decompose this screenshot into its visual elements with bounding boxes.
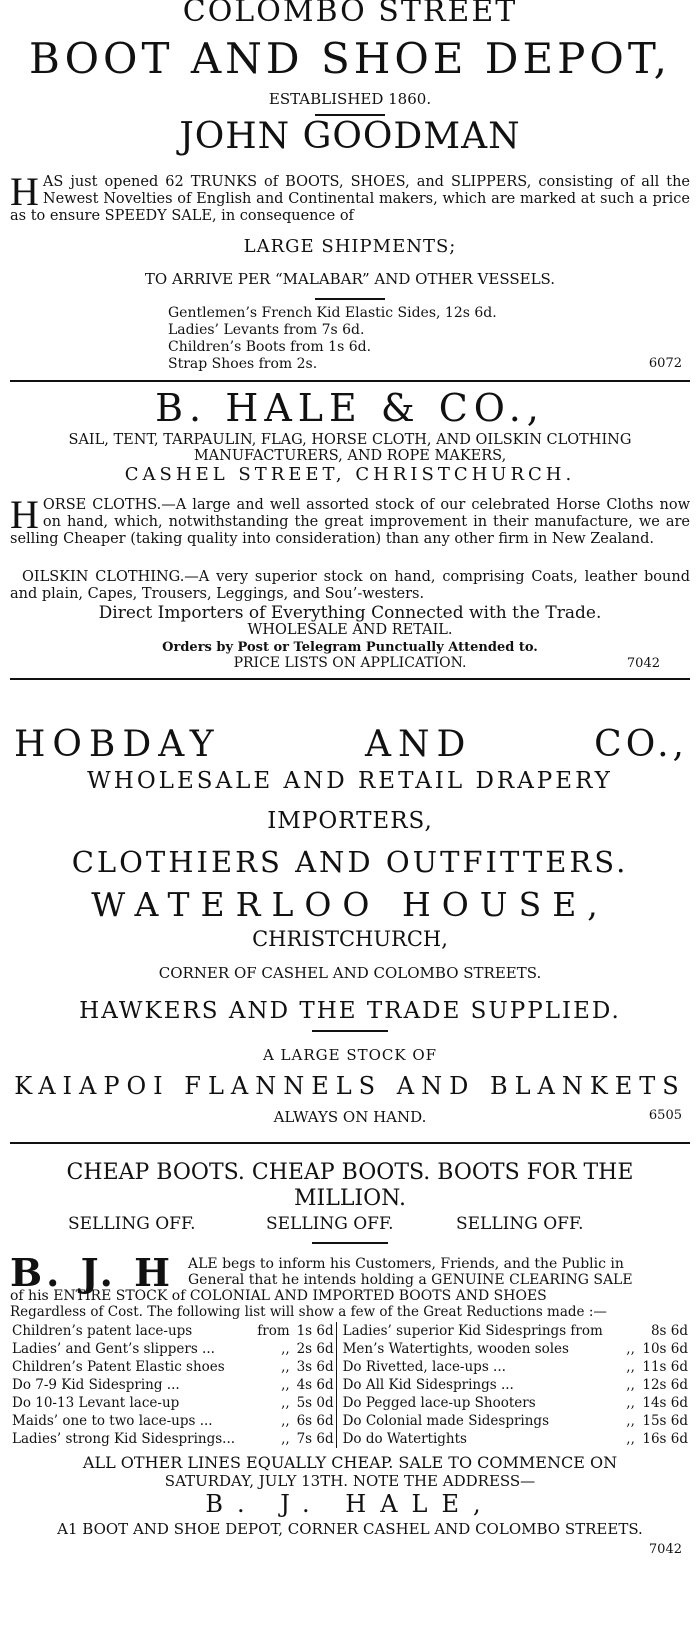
ad4-intro-1: ALE begs to inform his Customers, Friends, and the Public in bbox=[188, 1256, 624, 1272]
ad4-price-list bbox=[10, 1322, 690, 1448]
right-item-name: Do Colonial made Sidesprings bbox=[336, 1412, 623, 1430]
ad3-title bbox=[10, 724, 690, 764]
left-item-name: Children’s Patent Elastic shoes bbox=[12, 1359, 225, 1375]
ad3-line8: A LARGE STOCK OF bbox=[262, 1046, 438, 1064]
ad4-footer1: ALL OTHER LINES EQUALLY CHEAP. SALE TO COMMENCE ON bbox=[82, 1453, 618, 1472]
ad3-title-and: AND bbox=[365, 724, 473, 765]
ad4-footer2: SATURDAY, JULY 13TH. NOTE THE ADDRESS— bbox=[164, 1472, 536, 1490]
right-item-name: Do Rivetted, lace-ups ... bbox=[336, 1358, 623, 1376]
right-item-price: 12s 6d bbox=[642, 1377, 688, 1393]
right-item-qualifier: ,, bbox=[626, 1431, 635, 1447]
ad1-name: JOHN GOODMAN bbox=[179, 116, 521, 157]
ad2-title: B. HALE & CO., bbox=[155, 386, 545, 430]
ad2-wholesale: WHOLESALE AND RETAIL. bbox=[247, 622, 453, 638]
right-item-name: Do do Watertights bbox=[336, 1430, 623, 1448]
ad1-body: H AS just opened 62 TRUNKS of BOOTS, SHOES, and SLIPPERS, consisting of all the Newest Novelties of English and Continental makers, which are marked at such a price as to ensure SPEEDY SALE, in consequence of bbox=[10, 169, 690, 224]
right-item-name: Men’s Watertights, wooden soles bbox=[336, 1340, 623, 1358]
right-item-name: Do All Kid Sidesprings ... bbox=[336, 1376, 623, 1394]
ad1-shipments: LARGE SHIPMENTS; bbox=[243, 236, 457, 257]
ad2-line2: MANUFACTURERS, AND ROPE MAKERS, bbox=[193, 448, 507, 464]
table-row bbox=[10, 1430, 690, 1448]
newspaper-page bbox=[10, 0, 690, 1648]
table-row bbox=[10, 1412, 690, 1430]
ad4-headline2: MILLION. bbox=[294, 1186, 406, 1211]
ad2-line1: SAIL, TENT, TARPAULIN, FLAG, HORSE CLOTH, AND OILSKIN CLOTHING bbox=[68, 432, 632, 448]
right-item-price: 15s 6d bbox=[642, 1413, 688, 1429]
ad4-divider bbox=[312, 1242, 388, 1244]
ad3-line5: CHRISTCHURCH, bbox=[252, 927, 448, 951]
ad2-price-lists: PRICE LISTS ON APPLICATION. bbox=[233, 655, 467, 671]
left-item-price: 1s 6d bbox=[296, 1323, 334, 1339]
ad4-selling-1: SELLING OFF. bbox=[68, 1214, 196, 1234]
table-row bbox=[10, 1322, 690, 1340]
left-item-price: 6s 6d bbox=[296, 1413, 334, 1429]
right-item-name: Do Pegged lace-up Shooters bbox=[336, 1394, 623, 1412]
ad4-headline1: CHEAP BOOTS. CHEAP BOOTS. BOOTS FOR THE bbox=[66, 1160, 634, 1185]
list-item: Children’s Boots from 1s 6d. bbox=[168, 339, 372, 355]
left-item-name: Children’s patent lace-ups bbox=[12, 1323, 193, 1339]
left-item-name: Do 7-9 Kid Sidespring ... bbox=[12, 1377, 180, 1393]
ad1-established: ESTABLISHED 1860. bbox=[268, 90, 432, 108]
ad4-selling-2: SELLING OFF. bbox=[266, 1214, 394, 1234]
right-item-qualifier: ,, bbox=[626, 1413, 635, 1429]
ad1-item-list bbox=[168, 305, 568, 373]
ad3-line6: CORNER OF CASHEL AND COLOMBO STREETS. bbox=[158, 964, 542, 982]
table-row bbox=[10, 1376, 690, 1394]
right-item-name: Ladies’ superior Kid Sidesprings from bbox=[336, 1322, 623, 1340]
ad2-orders: Orders by Post or Telegram Punctually Attended to. bbox=[162, 640, 538, 655]
ad4-intro-4: Regardless of Cost. The following list will show a few of the Great Reductions made :— bbox=[10, 1304, 607, 1320]
ad3-line7: HAWKERS AND THE TRADE SUPPLIED. bbox=[79, 998, 621, 1024]
ad3-key: 6505 bbox=[648, 1108, 682, 1123]
ad4-intro-3: of his ENTIRE STOCK of COLONIAL AND IMPORTED BOOTS AND SHOES bbox=[10, 1288, 547, 1304]
ad3-title-co: CO., bbox=[594, 724, 688, 765]
ad1-header: COLOMBO STREET bbox=[182, 0, 518, 29]
ad3-line4: WATERLOO HOUSE, bbox=[91, 885, 609, 924]
ad3-line1: WHOLESALE AND RETAIL DRAPERY bbox=[87, 768, 613, 794]
table-row bbox=[10, 1358, 690, 1376]
left-item-price: 3s 6d bbox=[296, 1359, 334, 1375]
rule-2 bbox=[10, 678, 690, 680]
left-item-qualifier: ,, bbox=[281, 1377, 290, 1393]
left-item-qualifier: ,, bbox=[281, 1341, 290, 1357]
ad4-intro-2: General that he intends holding a GENUINE CLEARING SALE bbox=[188, 1272, 633, 1288]
left-item-price: 4s 6d bbox=[296, 1377, 334, 1393]
list-item: Strap Shoes from 2s. bbox=[168, 356, 318, 372]
table-row bbox=[10, 1340, 690, 1358]
ad3-line3: CLOTHIERS AND OUTFITTERS. bbox=[71, 845, 629, 879]
right-item-price: 14s 6d bbox=[642, 1395, 688, 1411]
right-item-qualifier: ,, bbox=[626, 1377, 635, 1393]
table-row bbox=[10, 1394, 690, 1412]
left-item-qualifier: ,, bbox=[281, 1359, 290, 1375]
left-item-qualifier: ,, bbox=[281, 1413, 290, 1429]
ad3-title-hobday: HOBDAY bbox=[14, 724, 221, 765]
rule-1 bbox=[10, 380, 690, 382]
right-item-qualifier bbox=[623, 1322, 636, 1340]
ad1-arrive: TO ARRIVE PER “MALABAR” AND OTHER VESSELS. bbox=[144, 270, 556, 288]
rule-3 bbox=[10, 1142, 690, 1144]
left-item-name: Do 10-13 Levant lace-up bbox=[12, 1395, 180, 1411]
ad2-line3: CASHEL STREET, CHRISTCHURCH. bbox=[124, 464, 576, 485]
ad4-selling-3: SELLING OFF. bbox=[456, 1214, 584, 1234]
ad2-oilskin: OILSKIN CLOTHING.—A very superior stock on hand, comprising Coats, leather bound and plain, Capes, Trousers, Leggings, and Sou’-westers. bbox=[10, 569, 690, 602]
left-item-price: 5s 0d bbox=[296, 1395, 334, 1411]
ad3-line10: ALWAYS ON HAND. bbox=[273, 1108, 427, 1126]
left-item-name: Maids’ one to two lace-ups ... bbox=[12, 1413, 213, 1429]
ad4-footer3: B. J. HALE, bbox=[205, 1490, 495, 1518]
left-item-qualifier: from bbox=[257, 1323, 290, 1339]
right-item-qualifier: ,, bbox=[626, 1341, 635, 1357]
right-item-qualifier: ,, bbox=[626, 1395, 635, 1411]
ad1-divider-2 bbox=[315, 298, 385, 300]
ad2-key: 7042 bbox=[626, 656, 660, 671]
right-item-price: 11s 6d bbox=[642, 1359, 688, 1375]
ad1-title: BOOT AND SHOE DEPOT, bbox=[28, 34, 672, 83]
ad4-selling-row bbox=[10, 1214, 690, 1236]
left-item-qualifier: ,, bbox=[281, 1431, 290, 1447]
left-item-price: 2s 6d bbox=[296, 1341, 334, 1357]
ad4-footer4: A1 BOOT AND SHOE DEPOT, CORNER CASHEL AND COLOMBO STREETS. bbox=[57, 1520, 643, 1538]
right-item-price: 16s 6d bbox=[642, 1431, 688, 1447]
ad2-drop-cap: H bbox=[10, 492, 39, 537]
price-table bbox=[10, 1322, 690, 1448]
ad3-line2: IMPORTERS, bbox=[267, 808, 433, 834]
list-item: Gentlemen’s French Kid Elastic Sides, 12s 6d. bbox=[168, 305, 497, 321]
ad4-key: 7042 bbox=[648, 1542, 682, 1557]
ad1-key: 6072 bbox=[648, 356, 682, 371]
ad2-body: H ORSE CLOTHS.—A large and well assorted stock of our celebrated Horse Cloths now on hand, which, notwithstanding the great improvement in their manufacture, we are selling Cheaper (taking quality into consideration) than any other firm in New Zealand. bbox=[10, 492, 690, 547]
list-item: Ladies’ Levants from 7s 6d. bbox=[168, 322, 365, 338]
ad3-line9: KAIAPOI FLANNELS AND BLANKETS bbox=[14, 1072, 686, 1100]
left-item-name: Ladies’ strong Kid Sidesprings... bbox=[12, 1431, 236, 1447]
left-item-name: Ladies’ and Gent’s slippers ... bbox=[12, 1341, 215, 1357]
right-item-price: 8s 6d bbox=[650, 1323, 688, 1339]
ad4-bj-initials: B. J. H bbox=[10, 1250, 174, 1295]
left-item-qualifier: ,, bbox=[281, 1395, 290, 1411]
right-item-qualifier: ,, bbox=[626, 1359, 635, 1375]
left-item-price: 7s 6d bbox=[296, 1431, 334, 1447]
right-item-price: 10s 6d bbox=[642, 1341, 688, 1357]
ad1-drop-cap: H bbox=[10, 169, 39, 214]
ad2-importers: Direct Importers of Everything Connected with the Trade. bbox=[98, 603, 602, 623]
ad3-divider bbox=[312, 1030, 388, 1032]
